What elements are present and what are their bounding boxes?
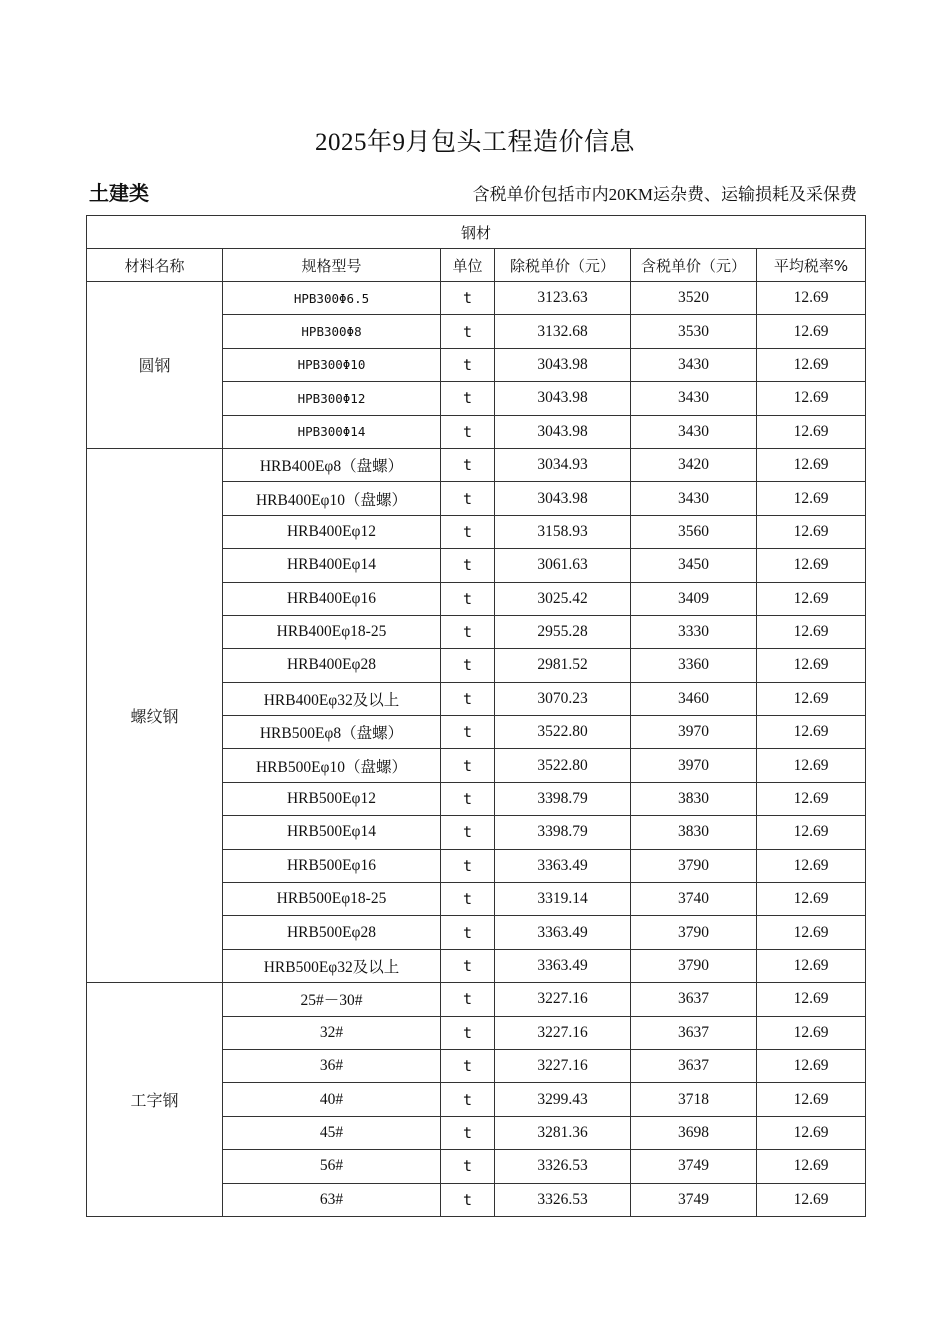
- price-ex-tax-cell: 3299.43: [495, 1083, 631, 1116]
- unit-cell: t: [441, 315, 495, 348]
- tax-rate-cell: 12.69: [757, 1116, 866, 1149]
- spec-cell: HRB400Eφ32及以上: [223, 682, 441, 715]
- price-ex-tax-cell: 3034.93: [495, 448, 631, 481]
- spec-cell: HPB300Φ12: [223, 382, 441, 415]
- tax-rate-cell: 12.69: [757, 482, 866, 515]
- spec-cell: HRB400Eφ18-25: [223, 615, 441, 648]
- unit-cell: t: [441, 1183, 495, 1216]
- tax-rate-cell: 12.69: [757, 949, 866, 982]
- tax-rate-cell: 12.69: [757, 1016, 866, 1049]
- tax-rate-cell: 12.69: [757, 1150, 866, 1183]
- unit-cell: t: [441, 949, 495, 982]
- tax-rate-cell: 12.69: [757, 816, 866, 849]
- price-inc-tax-cell: 3409: [631, 582, 757, 615]
- spec-cell: HPB300Φ8: [223, 315, 441, 348]
- price-inc-tax-cell: 3637: [631, 1016, 757, 1049]
- price-ex-tax-cell: 3043.98: [495, 415, 631, 448]
- price-inc-tax-cell: 3790: [631, 949, 757, 982]
- price-ex-tax-cell: 3319.14: [495, 883, 631, 916]
- price-ex-tax-cell: 3522.80: [495, 749, 631, 782]
- spec-cell: HRB500Eφ14: [223, 816, 441, 849]
- price-inc-tax-cell: 3749: [631, 1150, 757, 1183]
- price-inc-tax-cell: 3560: [631, 515, 757, 548]
- price-inc-tax-cell: 3637: [631, 983, 757, 1016]
- tax-rate-cell: 12.69: [757, 716, 866, 749]
- spec-cell: 32#: [223, 1016, 441, 1049]
- price-inc-tax-cell: 3637: [631, 1049, 757, 1082]
- unit-cell: t: [441, 1049, 495, 1082]
- price-ex-tax-cell: 3522.80: [495, 716, 631, 749]
- tax-rate-cell: 12.69: [757, 315, 866, 348]
- spec-cell: HRB500Eφ16: [223, 849, 441, 882]
- price-ex-tax-cell: 3326.53: [495, 1183, 631, 1216]
- unit-cell: t: [441, 515, 495, 548]
- unit-cell: t: [441, 782, 495, 815]
- price-ex-tax-cell: 3158.93: [495, 515, 631, 548]
- spec-cell: 40#: [223, 1083, 441, 1116]
- header-price-inc-tax: 含税单价（元）: [631, 249, 757, 282]
- document-title: 2025年9月包头工程造价信息: [314, 129, 635, 156]
- unit-cell: t: [441, 1150, 495, 1183]
- price-inc-tax-cell: 3790: [631, 849, 757, 882]
- spec-cell: 45#: [223, 1116, 441, 1149]
- price-ex-tax-cell: 3398.79: [495, 782, 631, 815]
- unit-cell: t: [441, 482, 495, 515]
- price-ex-tax-cell: 3363.49: [495, 949, 631, 982]
- price-inc-tax-cell: 3970: [631, 749, 757, 782]
- table-header-row: [87, 249, 866, 282]
- price-ex-tax-cell: 2981.52: [495, 649, 631, 682]
- table-body: [87, 282, 866, 1217]
- price-ex-tax-cell: 3326.53: [495, 1150, 631, 1183]
- tax-rate-cell: 12.69: [757, 749, 866, 782]
- header-material-name: 材料名称: [87, 249, 223, 282]
- price-inc-tax-cell: 3430: [631, 415, 757, 448]
- header-tax-rate: 平均税率%: [757, 249, 866, 282]
- price-inc-tax-cell: 3530: [631, 315, 757, 348]
- spec-cell: 63#: [223, 1183, 441, 1216]
- price-ex-tax-cell: 3398.79: [495, 816, 631, 849]
- tax-rate-cell: 12.69: [757, 382, 866, 415]
- price-inc-tax-cell: 3830: [631, 816, 757, 849]
- tax-rate-cell: 12.69: [757, 883, 866, 916]
- tax-rate-cell: 12.69: [757, 348, 866, 381]
- spec-cell: HPB300Φ10: [223, 348, 441, 381]
- price-ex-tax-cell: 2955.28: [495, 615, 631, 648]
- price-ex-tax-cell: 3227.16: [495, 1049, 631, 1082]
- spec-cell: HRB500Eφ28: [223, 916, 441, 949]
- price-note: 含税单价包括市内20KM运杂费、运输损耗及采保费: [472, 185, 857, 204]
- unit-cell: t: [441, 1116, 495, 1149]
- material-category: 圆钢: [87, 282, 223, 449]
- tax-rate-cell: 12.69: [757, 515, 866, 548]
- spec-cell: HRB400Eφ10（盘螺）: [223, 482, 441, 515]
- table-caption-row: [87, 216, 866, 249]
- unit-cell: t: [441, 1083, 495, 1116]
- unit-cell: t: [441, 916, 495, 949]
- material-category: 螺纹钢: [87, 448, 223, 982]
- spec-cell: HRB400Eφ8（盘螺）: [223, 448, 441, 481]
- tax-rate-cell: 12.69: [757, 615, 866, 648]
- spec-cell: HRB500Eφ18-25: [223, 883, 441, 916]
- unit-cell: t: [441, 883, 495, 916]
- unit-cell: t: [441, 348, 495, 381]
- tax-rate-cell: 12.69: [757, 849, 866, 882]
- table-caption: 钢材: [87, 216, 866, 249]
- price-inc-tax-cell: 3430: [631, 382, 757, 415]
- tax-rate-cell: 12.69: [757, 649, 866, 682]
- steel-price-table: [86, 215, 866, 1217]
- price-ex-tax-cell: 3363.49: [495, 916, 631, 949]
- spec-cell: HRB500Eφ10（盘螺）: [223, 749, 441, 782]
- unit-cell: t: [441, 615, 495, 648]
- price-ex-tax-cell: 3132.68: [495, 315, 631, 348]
- price-inc-tax-cell: 3790: [631, 916, 757, 949]
- price-inc-tax-cell: 3718: [631, 1083, 757, 1116]
- price-ex-tax-cell: 3227.16: [495, 1016, 631, 1049]
- unit-cell: t: [441, 816, 495, 849]
- unit-cell: t: [441, 716, 495, 749]
- unit-cell: t: [441, 382, 495, 415]
- unit-cell: t: [441, 582, 495, 615]
- unit-cell: t: [441, 649, 495, 682]
- price-inc-tax-cell: 3420: [631, 448, 757, 481]
- tax-rate-cell: 12.69: [757, 549, 866, 582]
- price-inc-tax-cell: 3430: [631, 348, 757, 381]
- price-inc-tax-cell: 3450: [631, 549, 757, 582]
- header-spec: 规格型号: [223, 249, 441, 282]
- price-ex-tax-cell: 3070.23: [495, 682, 631, 715]
- unit-cell: t: [441, 1016, 495, 1049]
- table-row: [87, 983, 866, 1016]
- tax-rate-cell: 12.69: [757, 983, 866, 1016]
- spec-cell: HRB400Eφ16: [223, 582, 441, 615]
- tax-rate-cell: 12.69: [757, 1183, 866, 1216]
- spec-cell: 25#－30#: [223, 983, 441, 1016]
- unit-cell: t: [441, 448, 495, 481]
- price-inc-tax-cell: 3698: [631, 1116, 757, 1149]
- tax-rate-cell: 12.69: [757, 682, 866, 715]
- table-row: [87, 448, 866, 481]
- price-ex-tax-cell: 3043.98: [495, 482, 631, 515]
- price-inc-tax-cell: 3430: [631, 482, 757, 515]
- unit-cell: t: [441, 849, 495, 882]
- tax-rate-cell: 12.69: [757, 282, 866, 315]
- price-ex-tax-cell: 3043.98: [495, 348, 631, 381]
- price-ex-tax-cell: 3227.16: [495, 983, 631, 1016]
- tax-rate-cell: 12.69: [757, 1049, 866, 1082]
- spec-cell: HPB300Φ6.5: [223, 282, 441, 315]
- tax-rate-cell: 12.69: [757, 448, 866, 481]
- price-ex-tax-cell: 3363.49: [495, 849, 631, 882]
- price-inc-tax-cell: 3460: [631, 682, 757, 715]
- spec-cell: HPB300Φ14: [223, 415, 441, 448]
- header-price-ex-tax: 除税单价（元）: [495, 249, 631, 282]
- price-inc-tax-cell: 3520: [631, 282, 757, 315]
- table-row: [87, 282, 866, 315]
- price-ex-tax-cell: 3043.98: [495, 382, 631, 415]
- spec-cell: HRB400Eφ28: [223, 649, 441, 682]
- tax-rate-cell: 12.69: [757, 415, 866, 448]
- price-inc-tax-cell: 3740: [631, 883, 757, 916]
- spec-cell: 36#: [223, 1049, 441, 1082]
- spec-cell: HRB400Eφ12: [223, 515, 441, 548]
- price-inc-tax-cell: 3970: [631, 716, 757, 749]
- unit-cell: t: [441, 749, 495, 782]
- price-ex-tax-cell: 3025.42: [495, 582, 631, 615]
- tax-rate-cell: 12.69: [757, 782, 866, 815]
- spec-cell: HRB400Eφ14: [223, 549, 441, 582]
- price-inc-tax-cell: 3749: [631, 1183, 757, 1216]
- price-ex-tax-cell: 3123.63: [495, 282, 631, 315]
- price-inc-tax-cell: 3830: [631, 782, 757, 815]
- spec-cell: 56#: [223, 1150, 441, 1183]
- price-ex-tax-cell: 3281.36: [495, 1116, 631, 1149]
- header-unit: 单位: [441, 249, 495, 282]
- price-inc-tax-cell: 3330: [631, 615, 757, 648]
- unit-cell: t: [441, 282, 495, 315]
- unit-cell: t: [441, 983, 495, 1016]
- unit-cell: t: [441, 415, 495, 448]
- tax-rate-cell: 12.69: [757, 582, 866, 615]
- tax-rate-cell: 12.69: [757, 916, 866, 949]
- price-ex-tax-cell: 3061.63: [495, 549, 631, 582]
- spec-cell: HRB500Eφ32及以上: [223, 949, 441, 982]
- section-label: 土建类: [89, 181, 149, 205]
- unit-cell: t: [441, 682, 495, 715]
- spec-cell: HRB500Eφ8（盘螺）: [223, 716, 441, 749]
- unit-cell: t: [441, 549, 495, 582]
- price-inc-tax-cell: 3360: [631, 649, 757, 682]
- tax-rate-cell: 12.69: [757, 1083, 866, 1116]
- material-category: 工字钢: [87, 983, 223, 1217]
- spec-cell: HRB500Eφ12: [223, 782, 441, 815]
